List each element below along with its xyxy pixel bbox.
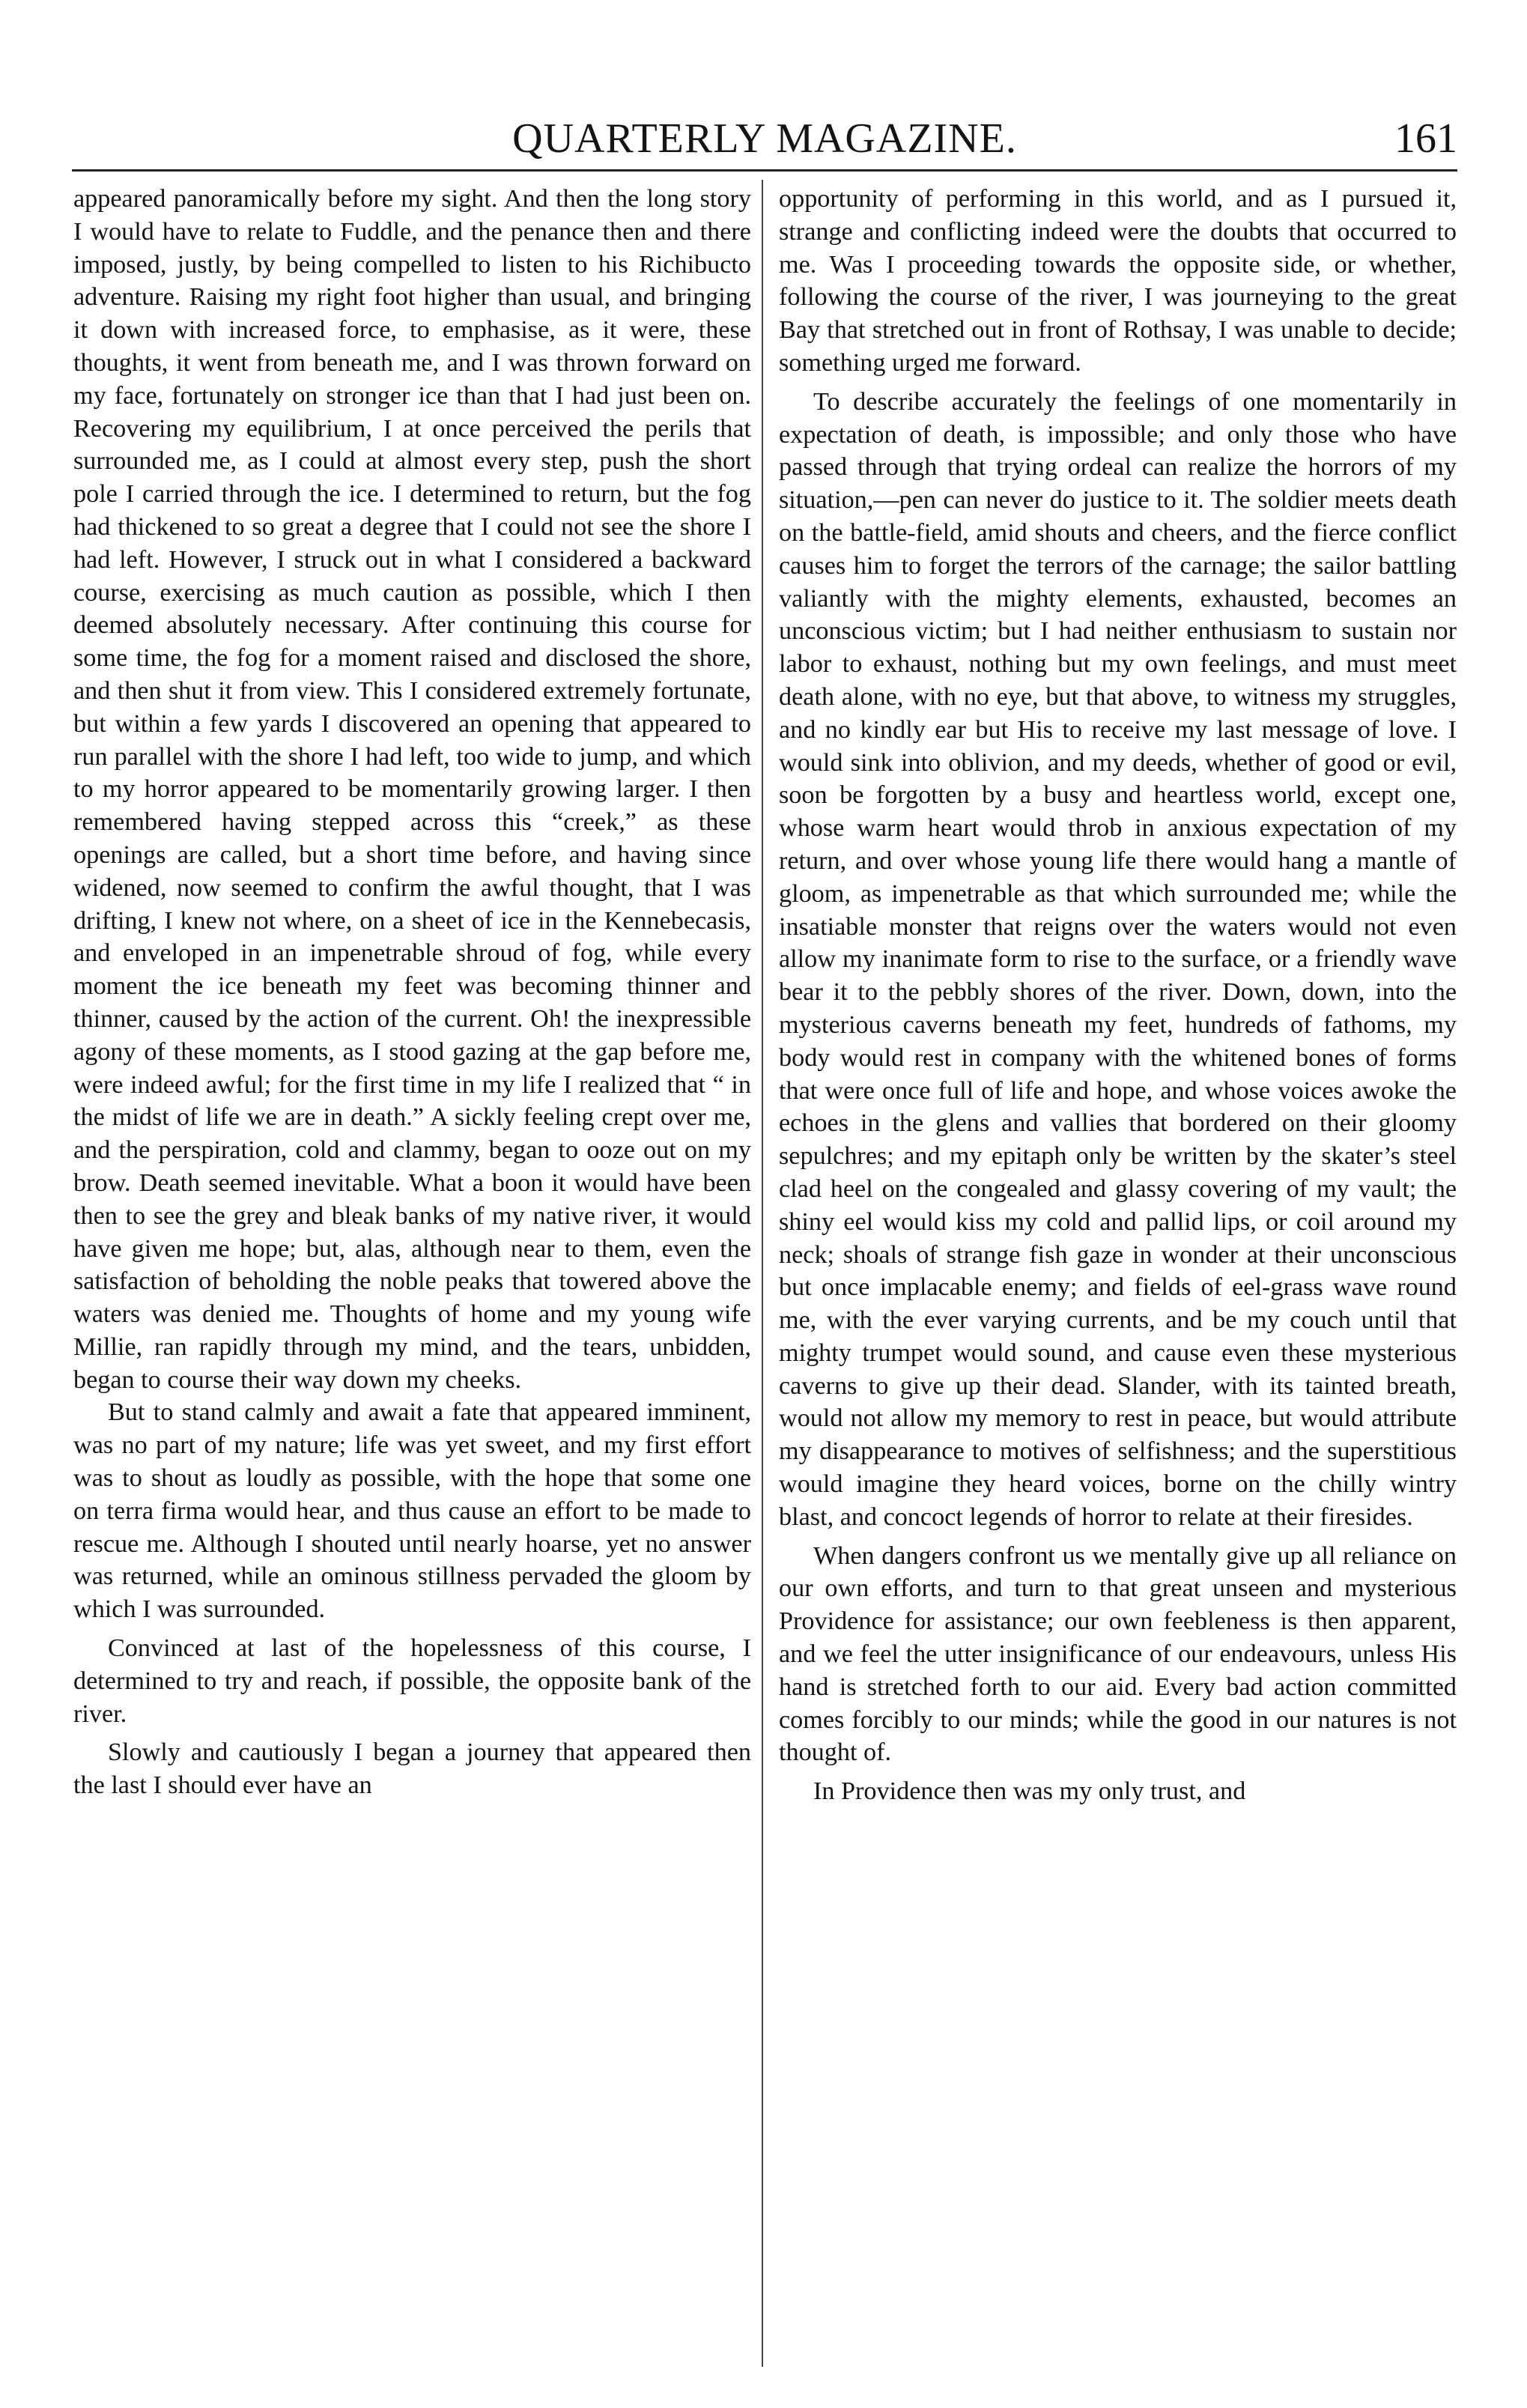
left-paragraph-4: Slowly and cautiously I began a journey that appeared then the last I should ever have an (73, 1738, 751, 1800)
right-paragraph-3: When dangers confront us we mentally give up all reliance on our own efforts, and turn to that great unseen and mysterious Providence for assistance; our own feebleness is then apparent, and we feel the utter insignificance of our endeavours, unless His hand is stretched forth to our aid. Every bad action committed comes forcibly to our minds; while the good in our natures is not thought of. (779, 1541, 1457, 1767)
running-header (72, 112, 1457, 165)
header-title: QUARTERLY MAGAZINE. (512, 115, 1017, 162)
left-paragraph-2: But to stand calmly and await a fate that appeared imminent, was no part of my nature; life was yet sweet, and my first effort was to shout as loudly as possible, with the hope that some one on terra firma would hear, and thus cause an effort to be made to rescue me. Although I shouted until nearly hoarse, yet no answer was returned, while an ominous stillness pervaded the gloom by which I was surrounded. (73, 1398, 751, 1624)
right-paragraph-1: opportunity of performing in this world, and as I pursued it, strange and conflicting indeed were the doubts that occurred to me. Was I proceeding towards the opposite side, or whether, following the course of the river, I was journeying to the great Bay that stretched out in front of Rothsay, I was unable to decide; something urged me forward. (779, 185, 1457, 377)
left-column (73, 183, 751, 1802)
page-number: 161 (1394, 115, 1457, 162)
left-paragraph-1: appeared panoramically before my sight. And then the long story I would have to relate to Fuddle, and the penance then and there imposed, justly, by being compelled to listen to his Richibucto adventure. Raising my right foot higher than usual, and bringing it down with increased force, to emphasise, as it were, these thoughts, it went from beneath me, and I was thrown forward on my face, fortunately on stronger ice than that I had just been on. Recovering my equilibrium, I at once perceived the perils that surrounded me, as I could at almost every step, push the short pole I carried through the ice. I determined to return, but the fog had thickened to so great a degree that I could not see the shore I had left. However, I struck out in what I considered a backward course, exercising as much caution as possible, which I then deemed absolutely necessary. After continuing this course for some time, the fog for a moment raised and disclosed the shore, and then shut it from view. This I considered extremely fortunate, but within a few yards I discovered an opening that appeared to run parallel with the shore I had left, too wide to jump, and which to my horror appeared to be momentarily growing larger. I then remembered having stepped across this “creek,” as these openings are called, but a short time before, and having since widened, now seemed to confirm the awful thought, that I was drifting, I knew not where, on a sheet of ice in the Kennebecasis, and enveloped in an impenetrable shroud of fog, while every moment the ice beneath my feet was becoming thinner and thinner, caused by the action of the current. Oh! the inexpressible agony of these moments, as I stood gazing at the gap before me, were indeed awful; for the first time in my life I realized that “ in the midst of life we are in death.” A sickly feeling crept over me, and the perspiration, cold and clammy, began to ooze out on my brow. Death seemed inevitable. What a boon it would have been then to see the grey and bleak banks of my native river, it would have given me hope; but, alas, although near to them, even the satisfaction of beholding the noble peaks that towered above the waters was denied me. Thoughts of home and my young wife Millie, ran rapidly through my mind, and the tears, unbidden, began to course their way down my cheeks. (73, 185, 751, 1394)
column-divider (762, 180, 763, 2367)
header-rule (72, 169, 1457, 172)
left-paragraph-3: Convinced at last of the hopelessness of this course, I determined to try and reach, if possible, the opposite bank of the river. (73, 1634, 751, 1728)
right-column (779, 183, 1457, 1808)
right-paragraph-2: To describe accurately the feelings of one momentarily in expectation of death, is impossible; and only those who have passed through that trying ordeal can realize the horrors of my situation,—pen can never do justice to it. The soldier meets death on the battle-field, amid shouts and cheers, and the fierce conflict causes him to forget the terrors of the carnage; the sailor battling valiantly with the mighty elements, exhausted, becomes an unconscious victim; but I had neither enthusiasm to sustain nor labor to exhaust, nothing but my own feelings, and must meet death alone, with no eye, but that above, to witness my struggles, and no kindly ear but His to receive my last message of love. I would sink into oblivion, and my deeds, whether of good or evil, soon be forgotten by a busy and heartless world, except one, whose warm heart would throb in anxious expectation of my return, and over whose young life there would hang a mantle of gloom, as impenetrable as that which surrounded me; while the insatiable monster that reigns over the waters would not even allow my inanimate form to rise to the surface, or a friendly wave bear it to the pebbly shores of the river. Down, down, into the mysterious caverns beneath my feet, hundreds of fathoms, my body would rest in company with the whitened bones of forms that were once full of life and hope, and whose voices awoke the echoes in the glens and vallies that bordered on their gloomy sepulchres; and my epitaph only be written by the skater’s steel clad heel on the congealed and glassy covering of my vault; the shiny eel would kiss my cold and pallid lips, or coil around my neck; shoals of strange fish gaze in wonder at their unconscious but once implacable enemy; and fields of eel-grass wave round me, with the ever varying currents, and be my couch until that mighty trumpet would sound, and cause even these mysterious caverns to give up their dead. Slander, with its tainted breath, would not allow my memory to rest in peace, but would attribute my disappearance to motives of selfishness; and the superstitious would imagine they heard voices, borne on the chilly wintry blast, and concoct legends of horror to relate at their firesides. (779, 387, 1457, 1531)
right-paragraph-4: In Providence then was my only trust, and (813, 1777, 1246, 1806)
